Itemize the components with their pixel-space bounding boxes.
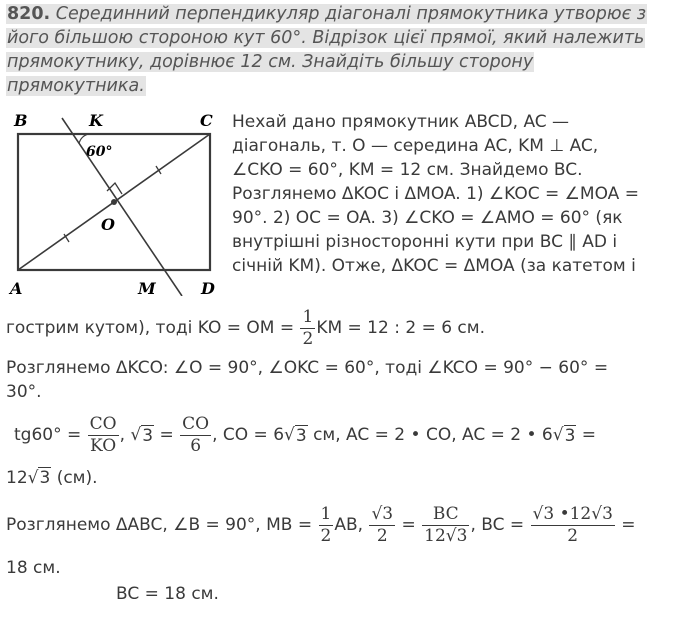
solution-line-4: Розглянемо ΔKOC і ΔMOA. 1) ∠KOC = ∠MOA = bbox=[232, 184, 639, 204]
solution-line-11: tg60° = $\frac{CO}{KO}$ , √ 3 = $\frac{CO}{6}$ , CO = 6√ 3 см, AC = 2 • CO, AC = 2 • 6√ 3 = bbox=[14, 413, 597, 456]
angle-label: 60° bbox=[86, 144, 113, 160]
problem-number: 820. bbox=[7, 4, 51, 24]
label-b: B bbox=[14, 111, 28, 130]
answer: BC = 18 см. bbox=[116, 584, 219, 604]
solution-line-3: ∠CKO = 60°, KM = 12 см. Знайдемо BC. bbox=[232, 160, 583, 180]
fraction-co-6: $\frac{CO}{6}$ bbox=[182, 413, 210, 456]
angle-arc bbox=[79, 134, 89, 144]
problem-statement bbox=[6, 2, 647, 98]
solution-line-9: Розглянемо ΔKCO: ∠O = 90°, ∠OKC = 60°, тоді ∠KCO = 90° − 60° = bbox=[6, 358, 609, 378]
solution-line-7: січній KM). Отже, ΔKOC = ΔMOA (за катетом і bbox=[232, 256, 636, 276]
solution-line-1: Нехай дано прямокутник ABCD, AC — bbox=[232, 112, 570, 132]
problem-line-2: його більшою стороною кут 60°. Відрізок цієї прямої, який належить bbox=[7, 28, 645, 48]
right-angle-mark bbox=[107, 183, 122, 194]
solution-line-13: Розглянемо ΔABC, ∠B = 90°, MB = $\frac{1}{2}$ AB, $\frac{√3}{2}$ = $\frac{BC}{12√3}$ , BC = $\frac{√3 •12√3}{2}$ = bbox=[6, 503, 636, 546]
label-k: K bbox=[89, 111, 103, 130]
label-a: A bbox=[10, 279, 23, 296]
solution-line-14: 18 см. bbox=[6, 558, 61, 578]
problem-line-3: прямокутнику, дорівнює 12 см. Знайдіть більшу сторону bbox=[7, 52, 534, 72]
point-o bbox=[111, 199, 117, 205]
label-o: O bbox=[101, 215, 115, 234]
rectangle-figure bbox=[4, 106, 229, 296]
fraction-sqrt3-2: $\frac{√3}{2}$ bbox=[371, 503, 394, 546]
problem-line-4: прямокутника. bbox=[7, 76, 145, 96]
label-m: M bbox=[138, 279, 156, 296]
label-d: D bbox=[201, 279, 215, 296]
problem-line-1: 820. Серединний перпендикуляр діагоналі прямокутника утворює з bbox=[7, 4, 647, 24]
fraction-bc-12sqrt3: $\frac{BC}{12√3}$ bbox=[424, 503, 468, 546]
solution-line-2: діагональ, т. O — середина AC, KM ⊥ AC, bbox=[232, 136, 599, 156]
solution-line-12: 12√3 (см). bbox=[6, 468, 98, 488]
fraction-one-half: $\frac{1}{2}$ bbox=[302, 306, 314, 349]
solution-line-8: гострим кутом), тоді KO = OM = $\frac{1}{2}$ KM = 12 : 2 = 6 см. bbox=[6, 306, 486, 349]
fraction-bc-result: $\frac{√3 •12√3}{2}$ bbox=[532, 503, 613, 546]
solution-line-5: 90°. 2) OC = OA. 3) ∠CKO = ∠AMO = 60° (як bbox=[232, 208, 623, 228]
label-c: C bbox=[200, 111, 213, 130]
solution-line-6: внутрішні різносторонні кути при BC ∥ AD і bbox=[232, 232, 618, 252]
solution-right-column bbox=[232, 110, 639, 278]
fraction-co-ko: $\frac{CO}{KO}$ bbox=[89, 413, 117, 456]
solution-line-10: 30°. bbox=[6, 382, 42, 402]
fraction-one-half-ab: $\frac{1}{2}$ bbox=[320, 503, 332, 546]
